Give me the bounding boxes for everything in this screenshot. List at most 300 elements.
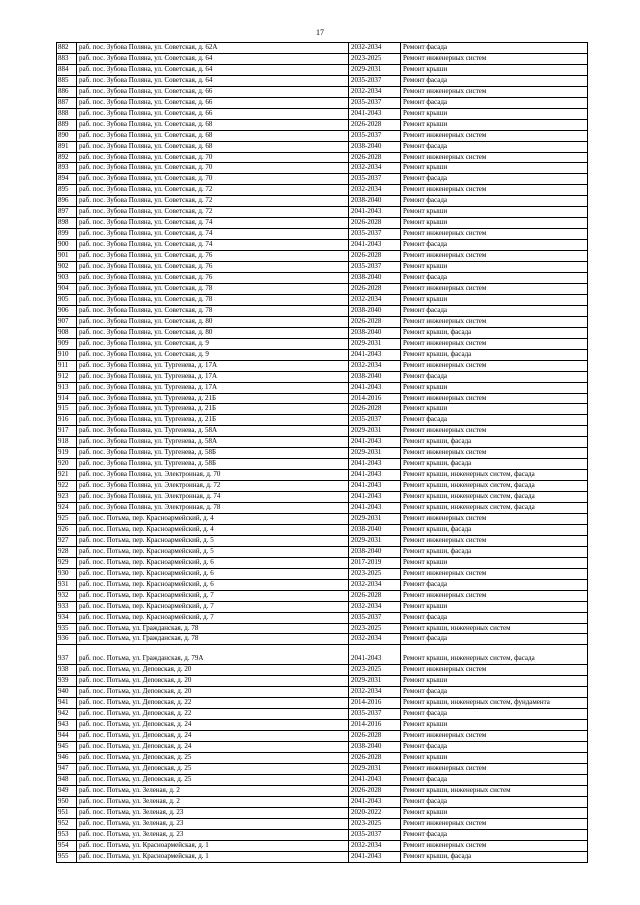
row-number: 919 [57,448,77,459]
row-number: 893 [57,163,77,174]
row-period: 2029-2031 [349,764,401,775]
row-address: раб. пос. Зубова Поляна, ул. Советская, д. 9 [77,338,349,349]
row-number: 931 [57,579,77,590]
row-period: 2035-2037 [349,709,401,720]
row-period: 2026-2028 [349,316,401,327]
row-period: 2035-2037 [349,829,401,840]
row-period: 2023-2025 [349,568,401,579]
row-period: 2035-2037 [349,612,401,623]
row-number: 899 [57,229,77,240]
row-number: 894 [57,174,77,185]
table-row [57,393,588,404]
row-address: раб. пос. Потьма, пер. Красноармейский, д. 6 [77,557,349,568]
row-period: 2041-2043 [349,108,401,119]
row-period: 2029-2031 [349,338,401,349]
row-work-type: Ремонт крыши [401,720,588,731]
row-period: 2023-2025 [349,665,401,676]
row-address: раб. пос. Зубова Поляна, ул. Советская, д. 80 [77,316,349,327]
table-row [57,207,588,218]
row-period: 2038-2040 [349,141,401,152]
row-period: 2035-2037 [349,130,401,141]
row-work-type: Ремонт инженерных систем [401,152,588,163]
row-address: раб. пос. Потьма, пер. Красноармейский, д. 4 [77,524,349,535]
table-row [57,130,588,141]
row-work-type: Ремонт инженерных систем [401,513,588,524]
row-address: раб. пос. Зубова Поляна, ул. Электронная, д. 74 [77,492,349,503]
table-row [57,492,588,503]
row-period: 2023-2025 [349,53,401,64]
row-address: раб. пос. Потьма, ул. Деповская, д. 22 [77,709,349,720]
row-number: 913 [57,382,77,393]
row-number: 911 [57,360,77,371]
row-address: раб. пос. Потьма, ул. Зеленая, д. 2 [77,796,349,807]
row-period: 2035-2037 [349,262,401,273]
row-period: 2041-2043 [349,207,401,218]
row-number: 944 [57,731,77,742]
table-row [57,426,588,437]
table-row [57,470,588,481]
row-address: раб. пос. Зубова Поляна, ул. Советская, д. 78 [77,294,349,305]
row-work-type: Ремонт фасада [401,829,588,840]
table-row [57,612,588,623]
row-number: 922 [57,481,77,492]
row-number: 886 [57,86,77,97]
table-row [57,774,588,785]
row-address: раб. пос. Зубова Поляна, ул. Советская, д. 76 [77,251,349,262]
row-work-type: Ремонт крыши [401,163,588,174]
table-row [57,557,588,568]
row-period: 2029-2031 [349,535,401,546]
row-address: раб. пос. Зубова Поляна, ул. Советская, д. 78 [77,283,349,294]
table-row [57,634,588,645]
row-work-type: Ремонт крыши [401,207,588,218]
row-period: 2026-2028 [349,283,401,294]
table-row [57,818,588,829]
row-period: 2038-2040 [349,371,401,382]
row-period: 2029-2031 [349,676,401,687]
row-address: раб. пос. Потьма, ул. Красноармейская, д. 1 [77,840,349,851]
row-number: 937 [57,645,77,665]
table-row [57,218,588,229]
row-address: раб. пос. Потьма, ул. Деповская, д. 24 [77,742,349,753]
row-address: раб. пос. Потьма, ул. Деповская, д. 24 [77,720,349,731]
row-period: 2029-2031 [349,426,401,437]
row-work-type: Ремонт крыши, инженерных систем [401,785,588,796]
table-row [57,316,588,327]
table-row [57,437,588,448]
row-number: 915 [57,404,77,415]
table-row [57,283,588,294]
row-number: 891 [57,141,77,152]
row-number: 926 [57,524,77,535]
row-period: 2038-2040 [349,546,401,557]
row-period: 2032-2034 [349,86,401,97]
row-address: раб. пос. Зубова Поляна, ул. Советская, д. 70 [77,163,349,174]
row-period: 2041-2043 [349,492,401,503]
row-period: 2032-2034 [349,579,401,590]
row-work-type: Ремонт фасада [401,305,588,316]
row-work-type: Ремонт крыши [401,294,588,305]
row-address: раб. пос. Потьма, ул. Зеленая, д. 23 [77,818,349,829]
row-work-type: Ремонт крыши, фасада [401,437,588,448]
row-number: 924 [57,503,77,514]
row-work-type: Ремонт фасада [401,371,588,382]
row-period: 2041-2043 [349,437,401,448]
row-work-type: Ремонт фасада [401,742,588,753]
row-address: раб. пос. Потьма, пер. Красноармейский, д. 7 [77,612,349,623]
row-address: раб. пос. Зубова Поляна, ул. Советская, д. 64 [77,53,349,64]
row-number: 905 [57,294,77,305]
row-work-type: Ремонт инженерных систем [401,86,588,97]
row-address: раб. пос. Потьма, пер. Красноармейский, д. 6 [77,579,349,590]
table-row [57,53,588,64]
row-work-type: Ремонт фасада [401,687,588,698]
row-period: 2041-2043 [349,382,401,393]
row-period: 2041-2043 [349,796,401,807]
row-work-type: Ремонт крыши, инженерных систем, фундамента [401,698,588,709]
row-number: 907 [57,316,77,327]
table-row [57,305,588,316]
row-work-type: Ремонт крыши, фасада [401,459,588,470]
table-row [57,709,588,720]
row-period: 2014-2016 [349,393,401,404]
row-period: 2035-2037 [349,97,401,108]
table-row [57,645,588,665]
row-address: раб. пос. Зубова Поляна, ул. Электронная, д. 72 [77,481,349,492]
table-row [57,546,588,557]
table-row [57,382,588,393]
row-number: 884 [57,64,77,75]
row-address: раб. пос. Зубова Поляна, ул. Тургенева, д. 17А [77,360,349,371]
row-address: раб. пос. Зубова Поляна, ул. Советская, д. 62А [77,43,349,54]
row-address: раб. пос. Потьма, пер. Красноармейский, д. 7 [77,590,349,601]
table-row [57,851,588,862]
row-number: 934 [57,612,77,623]
row-address: раб. пос. Потьма, ул. Красноармейская, д. 1 [77,851,349,862]
table-row [57,75,588,86]
row-period: 2014-2016 [349,698,401,709]
table-row [57,404,588,415]
row-address: раб. пос. Зубова Поляна, ул. Советская, д. 66 [77,108,349,119]
row-address: раб. пос. Зубова Поляна, ул. Тургенева, д. 58А [77,437,349,448]
row-number: 882 [57,43,77,54]
row-address: раб. пос. Зубова Поляна, ул. Советская, д. 76 [77,273,349,284]
row-period: 2026-2028 [349,218,401,229]
row-work-type: Ремонт инженерных систем [401,568,588,579]
row-period: 2038-2040 [349,273,401,284]
row-period: 2038-2040 [349,305,401,316]
table-row [57,229,588,240]
row-number: 921 [57,470,77,481]
page-number: 17 [316,28,324,37]
repair-schedule-table [56,42,588,863]
row-work-type: Ремонт крыши, фасада [401,851,588,862]
row-period: 2032-2034 [349,601,401,612]
row-address: раб. пос. Зубова Поляна, ул. Советская, д. 70 [77,174,349,185]
table-row [57,327,588,338]
row-work-type: Ремонт инженерных систем [401,426,588,437]
table-row [57,262,588,273]
row-address: раб. пос. Потьма, пер. Красноармейский, д. 5 [77,535,349,546]
row-address: раб. пос. Потьма, пер. Красноармейский, д. 6 [77,568,349,579]
table-row [57,720,588,731]
row-period: 2038-2040 [349,524,401,535]
row-address: раб. пос. Потьма, ул. Зеленая, д. 2 [77,785,349,796]
row-number: 938 [57,665,77,676]
table-row [57,764,588,775]
row-address: раб. пос. Потьма, ул. Гражданская, д. 79А [77,645,349,665]
row-period: 2017-2019 [349,557,401,568]
row-number: 916 [57,415,77,426]
row-work-type: Ремонт фасада [401,43,588,54]
row-period: 2041-2043 [349,240,401,251]
row-work-type: Ремонт крыши [401,108,588,119]
row-address: раб. пос. Потьма, ул. Деповская, д. 25 [77,764,349,775]
row-work-type: Ремонт инженерных систем [401,53,588,64]
row-work-type: Ремонт инженерных систем [401,338,588,349]
table-row [57,731,588,742]
row-address: раб. пос. Потьма, ул. Деповская, д. 20 [77,687,349,698]
row-period: 2029-2031 [349,448,401,459]
row-work-type: Ремонт крыши [401,676,588,687]
row-period: 2041-2043 [349,851,401,862]
row-work-type: Ремонт крыши, фасада [401,524,588,535]
row-number: 929 [57,557,77,568]
table-row [57,119,588,130]
row-period: 2032-2034 [349,294,401,305]
row-period: 2032-2034 [349,360,401,371]
row-address: раб. пос. Зубова Поляна, ул. Советская, д. 9 [77,349,349,360]
row-address: раб. пос. Зубова Поляна, ул. Советская, д. 66 [77,97,349,108]
row-number: 890 [57,130,77,141]
row-address: раб. пос. Зубова Поляна, ул. Советская, д. 68 [77,141,349,152]
row-address: раб. пос. Потьма, ул. Зеленая, д. 23 [77,807,349,818]
row-address: раб. пос. Зубова Поляна, ул. Тургенева, д. 17А [77,382,349,393]
row-period: 2020-2022 [349,807,401,818]
row-number: 950 [57,796,77,807]
row-period: 2032-2034 [349,185,401,196]
row-number: 917 [57,426,77,437]
table-row [57,174,588,185]
row-work-type: Ремонт фасада [401,634,588,645]
row-number: 912 [57,371,77,382]
table-row [57,97,588,108]
row-work-type: Ремонт инженерных систем [401,840,588,851]
table-row [57,481,588,492]
table-row [57,698,588,709]
row-work-type: Ремонт крыши, инженерных систем, фасада [401,645,588,665]
row-period: 2041-2043 [349,459,401,470]
row-number: 936 [57,634,77,645]
row-number: 941 [57,698,77,709]
row-number: 914 [57,393,77,404]
row-work-type: Ремонт инженерных систем [401,448,588,459]
row-address: раб. пос. Зубова Поляна, ул. Тургенева, д. 58А [77,426,349,437]
row-work-type: Ремонт инженерных систем [401,764,588,775]
row-work-type: Ремонт фасада [401,273,588,284]
row-work-type: Ремонт крыши, фасада [401,546,588,557]
row-number: 889 [57,119,77,130]
table-row [57,152,588,163]
row-work-type: Ремонт инженерных систем [401,229,588,240]
row-period: 2038-2040 [349,327,401,338]
row-number: 930 [57,568,77,579]
table-row [57,568,588,579]
row-work-type: Ремонт фасада [401,709,588,720]
row-number: 908 [57,327,77,338]
row-work-type: Ремонт инженерных систем [401,393,588,404]
row-period: 2026-2028 [349,753,401,764]
table-row [57,623,588,634]
row-address: раб. пос. Потьма, пер. Красноармейский, д. 4 [77,513,349,524]
row-period: 2041-2043 [349,470,401,481]
row-number: 896 [57,196,77,207]
row-number: 946 [57,753,77,764]
row-number: 955 [57,851,77,862]
row-address: раб. пос. Зубова Поляна, ул. Советская, д. 66 [77,86,349,97]
row-work-type: Ремонт фасада [401,612,588,623]
table-row [57,163,588,174]
table-row [57,294,588,305]
row-address: раб. пос. Зубова Поляна, ул. Советская, д. 70 [77,152,349,163]
table-row [57,753,588,764]
table-row [57,43,588,54]
row-work-type: Ремонт инженерных систем [401,818,588,829]
table-row [57,196,588,207]
row-period: 2032-2034 [349,634,401,645]
row-number: 885 [57,75,77,86]
table-row [57,796,588,807]
row-address: раб. пос. Потьма, пер. Красноармейский, д. 7 [77,601,349,612]
row-address: раб. пос. Зубова Поляна, ул. Тургенева, д. 58Б [77,459,349,470]
row-period: 2026-2028 [349,785,401,796]
row-number: 887 [57,97,77,108]
row-address: раб. пос. Зубова Поляна, ул. Советская, д. 78 [77,305,349,316]
row-work-type: Ремонт фасада [401,174,588,185]
row-work-type: Ремонт крыши [401,64,588,75]
table-row [57,665,588,676]
row-work-type: Ремонт крыши [401,557,588,568]
row-address: раб. пос. Зубова Поляна, ул. Советская, д. 80 [77,327,349,338]
row-work-type: Ремонт крыши, инженерных систем, фасада [401,470,588,481]
row-address: раб. пос. Зубова Поляна, ул. Советская, д. 74 [77,218,349,229]
table-row [57,601,588,612]
row-number: 942 [57,709,77,720]
row-work-type: Ремонт крыши, инженерных систем, фасада [401,503,588,514]
row-work-type: Ремонт фасада [401,97,588,108]
row-work-type: Ремонт инженерных систем [401,283,588,294]
table-row [57,579,588,590]
row-number: 883 [57,53,77,64]
row-work-type: Ремонт крыши [401,119,588,130]
row-address: раб. пос. Зубова Поляна, ул. Электронная, д. 78 [77,503,349,514]
row-number: 951 [57,807,77,818]
row-work-type: Ремонт крыши [401,807,588,818]
row-number: 933 [57,601,77,612]
row-period: 2026-2028 [349,404,401,415]
row-period: 2029-2031 [349,513,401,524]
row-period: 2026-2028 [349,590,401,601]
row-period: 2035-2037 [349,75,401,86]
row-period: 2023-2025 [349,818,401,829]
row-work-type: Ремонт фасада [401,415,588,426]
row-period: 2035-2037 [349,229,401,240]
row-number: 945 [57,742,77,753]
table-row [57,448,588,459]
row-address: раб. пос. Зубова Поляна, ул. Советская, д. 72 [77,196,349,207]
table-row [57,64,588,75]
row-work-type: Ремонт крыши [401,218,588,229]
table-row [57,415,588,426]
row-address: раб. пос. Зубова Поляна, ул. Советская, д. 68 [77,119,349,130]
row-address: раб. пос. Зубова Поляна, ул. Советская, д. 74 [77,229,349,240]
row-work-type: Ремонт крыши, фасада [401,349,588,360]
row-number: 920 [57,459,77,470]
table-row [57,86,588,97]
table-row [57,360,588,371]
row-work-type: Ремонт инженерных систем [401,731,588,742]
row-work-type: Ремонт крыши [401,601,588,612]
table-row [57,840,588,851]
row-number: 923 [57,492,77,503]
table-row [57,141,588,152]
row-number: 948 [57,774,77,785]
row-number: 940 [57,687,77,698]
row-work-type: Ремонт фасада [401,796,588,807]
row-period: 2026-2028 [349,152,401,163]
row-number: 895 [57,185,77,196]
row-period: 2023-2025 [349,623,401,634]
row-work-type: Ремонт фасада [401,196,588,207]
row-work-type: Ремонт фасада [401,774,588,785]
row-number: 943 [57,720,77,731]
row-number: 928 [57,546,77,557]
row-address: раб. пос. Зубова Поляна, ул. Советская, д. 64 [77,64,349,75]
row-period: 2032-2034 [349,687,401,698]
row-address: раб. пос. Зубова Поляна, ул. Электронная, д. 70 [77,470,349,481]
row-number: 888 [57,108,77,119]
row-address: раб. пос. Зубова Поляна, ул. Тургенева, д. 21Б [77,404,349,415]
table-row [57,535,588,546]
row-number: 903 [57,273,77,284]
row-number: 935 [57,623,77,634]
row-number: 900 [57,240,77,251]
row-address: раб. пос. Зубова Поляна, ул. Тургенева, д. 21Б [77,415,349,426]
row-number: 952 [57,818,77,829]
row-work-type: Ремонт инженерных систем [401,665,588,676]
row-address: раб. пос. Зубова Поляна, ул. Советская, д. 64 [77,75,349,86]
row-number: 949 [57,785,77,796]
row-work-type: Ремонт инженерных систем [401,251,588,262]
row-work-type: Ремонт фасада [401,579,588,590]
row-address: раб. пос. Зубова Поляна, ул. Советская, д. 72 [77,207,349,218]
table-row [57,742,588,753]
table-row [57,524,588,535]
row-period: 2041-2043 [349,481,401,492]
row-address: раб. пос. Потьма, ул. Деповская, д. 22 [77,698,349,709]
row-period: 2038-2040 [349,742,401,753]
row-address: раб. пос. Потьма, ул. Деповская, д. 24 [77,731,349,742]
row-number: 902 [57,262,77,273]
row-period: 2035-2037 [349,415,401,426]
row-period: 2038-2040 [349,196,401,207]
row-period: 2032-2034 [349,43,401,54]
row-period: 2041-2043 [349,349,401,360]
row-work-type: Ремонт фасада [401,75,588,86]
table-row [57,273,588,284]
row-period: 2032-2034 [349,163,401,174]
row-period: 2041-2043 [349,645,401,665]
